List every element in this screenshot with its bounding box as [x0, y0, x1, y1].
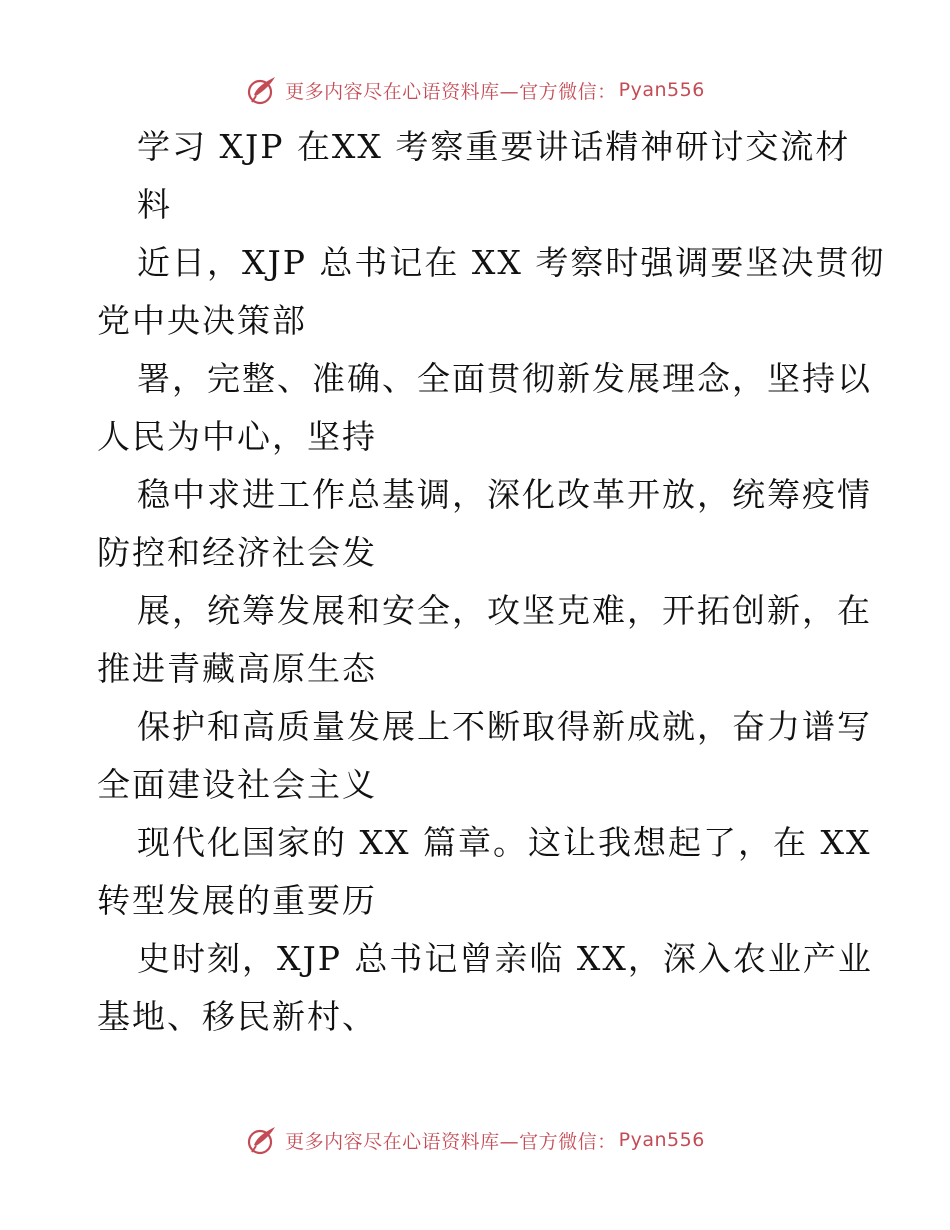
paragraph-line: 人民为中心，坚持 [97, 417, 377, 456]
footer-watermark [0, 1120, 950, 1160]
quill-seal-icon [245, 73, 279, 107]
paragraph-line: 署，完整、准确、全面贯彻新发展理念，坚持以 [137, 359, 872, 398]
quill-seal-icon [245, 1123, 279, 1157]
paragraph-line: 党中央决策部 [97, 301, 307, 340]
watermark-wechat-id: Pyan556 [618, 79, 705, 101]
watermark-text: 更多内容尽在心语资料库—官方微信： [285, 80, 617, 103]
paragraph-line: 保护和高质量发展上不断取得新成就，奋力谱写 [137, 707, 872, 746]
header-watermark [0, 70, 950, 110]
paragraph-line: 稳中求进工作总基调，深化改革开放，统筹疫情 [137, 475, 872, 514]
paragraph-line: 近日，XJP 总书记在 XX 考察时强调要坚决贯彻 [137, 243, 886, 282]
paragraph-line: 展，统筹发展和安全，攻坚克难，开拓创新，在 [137, 591, 872, 630]
paragraph-line: 全面建设社会主义 [97, 765, 377, 804]
watermark-wechat-id: Pyan556 [618, 1129, 705, 1151]
paragraph-line: 史时刻，XJP 总书记曾亲临 XX，深入农业产业 [137, 939, 873, 978]
paragraph-line: 现代化国家的 XX 篇章。这让我想起了，在 XX [137, 823, 872, 862]
paragraph-line: 推进青藏高原生态 [97, 649, 377, 688]
paragraph-line: 基地、移民新村、 [97, 997, 377, 1036]
paragraph-line: 防控和经济社会发 [97, 533, 377, 572]
document-title-line-1: 学习 XJP 在XX 考察重要讲话精神研讨交流材 [137, 127, 851, 166]
paragraph-line: 转型发展的重要历 [97, 881, 377, 920]
watermark-text: 更多内容尽在心语资料库—官方微信： [285, 1130, 617, 1153]
document-title-line-2: 料 [137, 185, 172, 224]
